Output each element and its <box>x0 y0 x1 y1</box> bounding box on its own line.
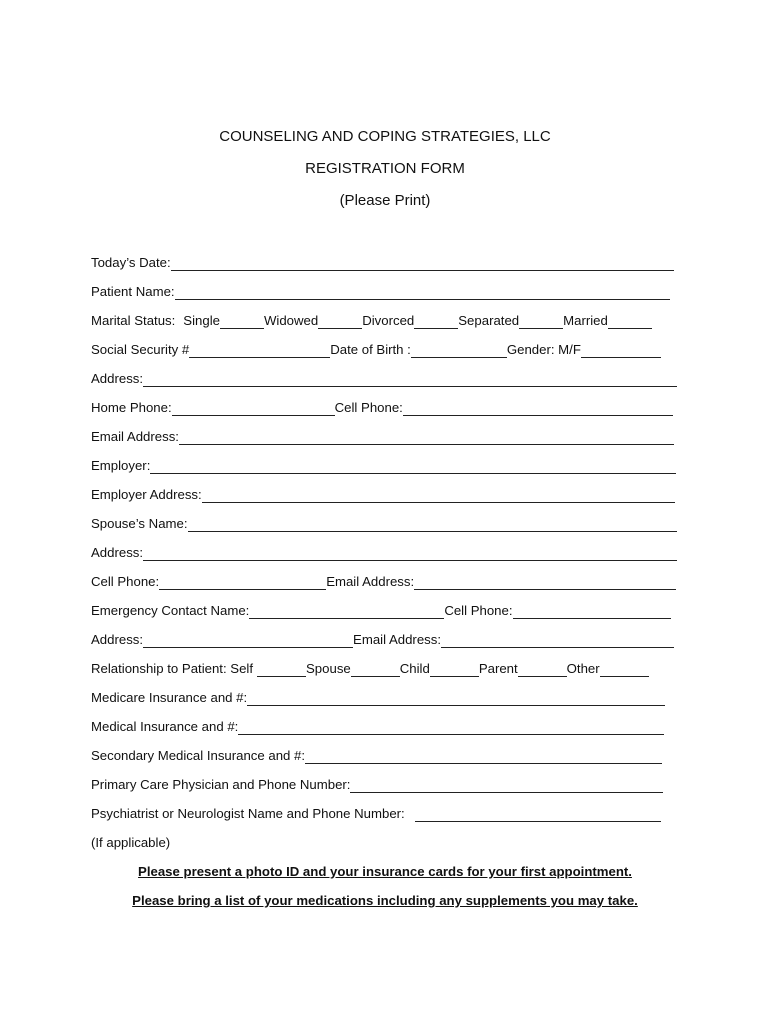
emergency-address-field[interactable] <box>143 634 353 648</box>
if-applicable-row <box>91 834 170 851</box>
separated-label: Separated <box>458 313 520 328</box>
medical-field[interactable] <box>238 721 664 735</box>
todays-date-label: Today’s Date: <box>91 255 171 270</box>
divorced-label: Divorced <box>362 313 415 328</box>
widowed-field[interactable] <box>318 315 362 329</box>
medical-label: Medical Insurance and #: <box>91 719 239 734</box>
relationship-self-field[interactable] <box>257 663 306 677</box>
spouse-email-label: Email Address: <box>326 574 415 589</box>
separated-field[interactable] <box>519 315 563 329</box>
rel-child-label: Child <box>399 661 430 676</box>
rel-spouse-label: Spouse <box>306 661 351 676</box>
emergency-email-label: Email Address: <box>353 632 441 647</box>
patient-name-row <box>91 283 670 300</box>
employer-label: Employer: <box>91 458 151 473</box>
todays-date-row <box>91 254 674 271</box>
form-title: REGISTRATION FORM <box>305 160 465 177</box>
dob-field[interactable] <box>411 344 507 358</box>
spouse-address-label: Address: <box>91 545 144 560</box>
secondary-insurance-row <box>91 747 662 764</box>
pcp-row <box>91 776 663 793</box>
gender-field[interactable] <box>581 344 661 358</box>
secondary-insurance-label: Secondary Medical Insurance and #: <box>91 748 306 763</box>
rel-parent-field[interactable] <box>518 663 567 677</box>
psychiatrist-field[interactable] <box>415 808 661 822</box>
email-row <box>91 428 674 445</box>
ssn-row <box>91 341 661 358</box>
spouse-cell-field[interactable] <box>159 576 326 590</box>
spouse-name-row <box>91 515 677 532</box>
gender-label: Gender: M/F <box>506 342 581 357</box>
address-field[interactable] <box>143 373 677 387</box>
email-address-field[interactable] <box>179 431 674 445</box>
spouse-name-field[interactable] <box>188 518 677 532</box>
medical-row <box>91 718 664 735</box>
spouse-address-field[interactable] <box>143 547 677 561</box>
emergency-cell-label: Cell Phone: <box>444 603 513 618</box>
employer-field[interactable] <box>150 460 676 474</box>
email-address-label: Email Address: <box>91 429 179 444</box>
medications-note: Please bring a list of your medications including any supplements you may take. <box>132 893 638 908</box>
pcp-label: Primary Care Physician and Phone Number: <box>91 777 351 792</box>
medicare-label: Medicare Insurance and #: <box>91 690 248 705</box>
cell-phone-label: Cell Phone: <box>334 400 403 415</box>
psychiatrist-label: Psychiatrist or Neurologist Name and Phone Number: <box>91 806 405 821</box>
emergency-cell-field[interactable] <box>513 605 671 619</box>
ssn-label: Social Security # <box>91 342 190 357</box>
cell-phone-field[interactable] <box>403 402 673 416</box>
rel-other-label: Other <box>566 661 600 676</box>
medicare-field[interactable] <box>247 692 665 706</box>
secondary-insurance-field[interactable] <box>305 750 662 764</box>
home-phone-label: Home Phone: <box>91 400 172 415</box>
emergency-address-row <box>91 631 674 648</box>
marital-status-row <box>91 312 652 329</box>
emergency-email-field[interactable] <box>441 634 674 648</box>
emergency-contact-field[interactable] <box>249 605 444 619</box>
medicare-row <box>91 689 665 706</box>
if-applicable-label: (If applicable) <box>91 835 171 850</box>
print-instruction: (Please Print) <box>339 192 431 209</box>
address-label: Address: <box>91 371 144 386</box>
rel-other-field[interactable] <box>600 663 649 677</box>
patient-name-label: Patient Name: <box>91 284 175 299</box>
emergency-address-label: Address: <box>91 632 144 647</box>
spouse-name-label: Spouse’s Name: <box>91 516 188 531</box>
home-phone-field[interactable] <box>172 402 335 416</box>
photo-id-note: Please present a photo ID and your insurance cards for your first appointment. <box>138 864 632 879</box>
ssn-field[interactable] <box>189 344 330 358</box>
spouse-contact-row <box>91 573 676 590</box>
employer-address-field[interactable] <box>202 489 675 503</box>
widowed-label: Widowed <box>263 313 319 328</box>
relationship-row <box>91 660 649 677</box>
married-label: Married <box>563 313 608 328</box>
address-row <box>91 370 677 387</box>
spouse-email-field[interactable] <box>414 576 676 590</box>
marital-status-label: Marital Status: <box>91 313 176 328</box>
single-label: Single <box>183 313 220 328</box>
single-field[interactable] <box>220 315 264 329</box>
psychiatrist-row <box>91 805 661 822</box>
married-field[interactable] <box>608 315 652 329</box>
spouse-address-row <box>91 544 677 561</box>
spouse-cell-label: Cell Phone: <box>91 574 160 589</box>
patient-name-field[interactable] <box>175 286 670 300</box>
rel-spouse-field[interactable] <box>351 663 400 677</box>
rel-parent-label: Parent <box>478 661 518 676</box>
rel-child-field[interactable] <box>430 663 479 677</box>
emergency-contact-row <box>91 602 671 619</box>
employer-address-label: Employer Address: <box>91 487 202 502</box>
employer-row <box>91 457 676 474</box>
emergency-contact-label: Emergency Contact Name: <box>91 603 250 618</box>
todays-date-field[interactable] <box>171 257 674 271</box>
relationship-label: Relationship to Patient: Self <box>91 661 254 676</box>
phone-row <box>91 399 673 416</box>
employer-address-row <box>91 486 675 503</box>
dob-label: Date of Birth : <box>330 342 411 357</box>
pcp-field[interactable] <box>350 779 663 793</box>
company-name: COUNSELING AND COPING STRATEGIES, LLC <box>219 128 551 145</box>
divorced-field[interactable] <box>414 315 458 329</box>
